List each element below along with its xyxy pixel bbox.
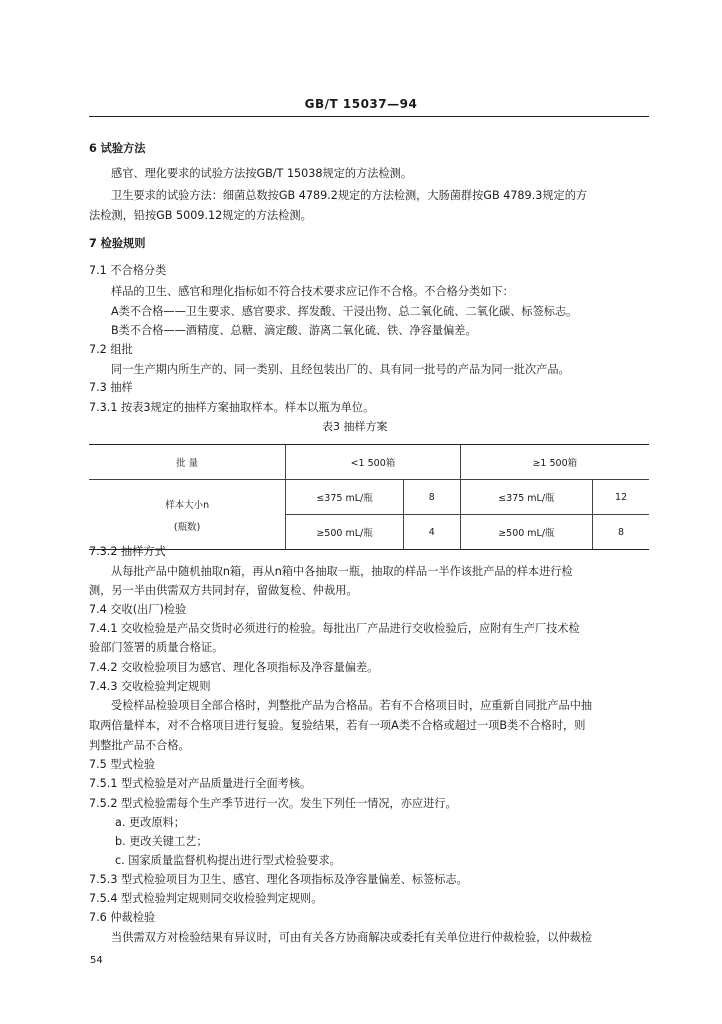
- table-row-label: [89, 480, 286, 550]
- table-header-ge-1500: ≥1 500箱: [460, 445, 649, 480]
- clause-heading: 7.6 仲裁检验: [89, 911, 156, 924]
- paragraph-line: 感官、理化要求的试验方法按GB/T 15038规定的方法检测。: [111, 167, 413, 180]
- table-cell-value: 12: [593, 480, 649, 515]
- clause-line: 7.4.1 交收检验是产品交货时必须进行的检验。每批出厂产品进行交收检验后，应附有生产厂技术检: [89, 622, 580, 635]
- table-cell-spec: ≤375 mL/瓶: [460, 480, 593, 515]
- document-code-header: GB/T 15037—94: [304, 97, 418, 111]
- table-caption: 表3 抽样方案: [322, 420, 388, 433]
- paragraph-line: B类不合格——酒精度、总糖、滴定酸、游离二氧化硫、铁、净容量偏差。: [111, 324, 477, 337]
- clause-line: 7.3.1 按表3规定的抽样方案抽取样本。样本以瓶为单位。: [89, 401, 375, 414]
- clause-heading: 7.1 不合格分类: [89, 264, 167, 277]
- table-cell-spec: ≥500 mL/瓶: [286, 515, 404, 550]
- paragraph-line: A类不合格——卫生要求、感官要求、挥发酸、干浸出物、总二氧化硫、二氧化碳、标签标志。: [111, 305, 578, 318]
- list-item: c. 国家质量监督机构提出进行型式检验要求。: [115, 854, 341, 867]
- table-cell-value: 8: [593, 515, 649, 550]
- clause-heading: 7.5 型式检验: [89, 758, 156, 771]
- clause-heading: 7.4 交收(出厂)检验: [89, 603, 187, 616]
- table-cell-spec: ≥500 mL/瓶: [460, 515, 593, 550]
- clause-line: 7.5.2 型式检验需每个生产季节进行一次。发生下列任一情况，亦应进行。: [89, 797, 457, 810]
- table-cell-spec: ≤375 mL/瓶: [286, 480, 404, 515]
- paragraph-line: 从每批产品中随机抽取n箱，再从n箱中各抽取一瓶，抽取的样品一半作该批产品的样本进行检: [111, 565, 573, 578]
- clause-heading: 7.3.2 抽样方式: [89, 545, 166, 558]
- paragraph-line: 卫生要求的试验方法：细菌总数按GB 4789.2规定的方法检测，大肠菌群按GB 4789.3规定的方: [111, 189, 588, 202]
- list-item: a. 更改原料；: [115, 816, 185, 829]
- paragraph-line: 测，另一半由供需双方共同封存，留做复检、仲裁用。: [89, 584, 358, 597]
- clause-heading: 7.4.3 交收检验判定规则: [89, 680, 211, 693]
- clause-line: 7.5.3 型式检验项目为卫生、感官、理化各项指标及净容量偏差、标签标志。: [89, 873, 468, 886]
- table-header-lt-1500: <1 500箱: [286, 445, 460, 480]
- page-number: 54: [90, 955, 103, 966]
- section-6-heading: 6 试验方法: [89, 142, 146, 155]
- sampling-table: [89, 444, 649, 550]
- clause-line: 7.5.4 型式检验判定规则同交收检验判定规则。: [89, 892, 323, 905]
- table-header-batch: 批 量: [89, 445, 286, 480]
- list-item: b. 更改关键工艺；: [115, 835, 208, 848]
- clause-heading: 7.2 组批: [89, 343, 133, 356]
- paragraph-line: 取两倍量样本，对不合格项目进行复验。复验结果，若有一项A类不合格或超过一项B类不合格时，则: [89, 719, 586, 732]
- paragraph-line: 受检样品检验项目全部合格时，判整批产品为合格品。若有不合格项目时，应重新自同批产品中抽: [111, 699, 593, 712]
- header-rule: [89, 116, 649, 117]
- clause-line: 7.4.2 交收检验项目为感官、理化各项指标及净容量偏差。: [89, 661, 379, 674]
- paragraph-line: 样品的卫生、感官和理化指标如不符合技术要求应记作不合格。不合格分类如下：: [111, 285, 514, 298]
- row-label-line2: (瓶数): [173, 521, 201, 533]
- table-cell-value: 8: [403, 480, 460, 515]
- paragraph-line: 判整批产品不合格。: [89, 739, 190, 752]
- section-7-heading: 7 检验规则: [89, 237, 146, 250]
- table-cell-value: 4: [403, 515, 460, 550]
- paragraph-line: 法检测，铅按GB 5009.12规定的方法检测。: [89, 209, 312, 222]
- paragraph-line: 同一生产期内所生产的、同一类别、且经包装出厂的、具有同一批号的产品为同一批次产品。: [111, 363, 570, 376]
- paragraph-line: 验部门签署的质量合格证。: [89, 641, 224, 654]
- paragraph-line: 当供需双方对检验结果有异议时，可由有关各方协商解决或委托有关单位进行仲裁检验，以仲裁检: [111, 931, 593, 944]
- clause-line: 7.5.1 型式检验是对产品质量进行全面考核。: [89, 777, 312, 790]
- clause-heading: 7.3 抽样: [89, 381, 133, 394]
- row-label-line1: 样本大小n: [165, 499, 210, 511]
